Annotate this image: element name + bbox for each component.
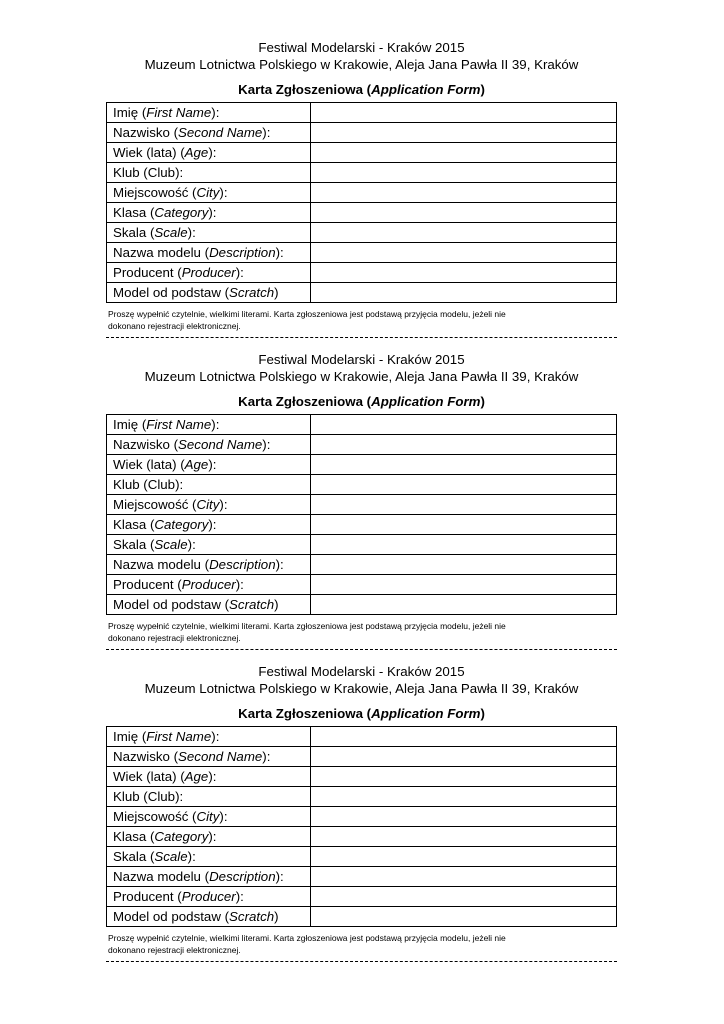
label-pl: Producent ( — [113, 265, 182, 280]
field-value-cell[interactable] — [311, 475, 617, 495]
field-label — [107, 263, 311, 283]
field-label — [107, 827, 311, 847]
label-pl: Nazwisko ( — [113, 125, 179, 140]
label-en: Second Name — [178, 749, 263, 764]
field-value-cell[interactable] — [311, 847, 617, 867]
form-row — [107, 243, 617, 263]
label-en: Producer — [181, 577, 236, 592]
label-en: Category — [154, 829, 209, 844]
field-label — [107, 575, 311, 595]
field-value-cell[interactable] — [311, 535, 617, 555]
field-value-cell[interactable] — [311, 907, 617, 927]
label-pl: Model od podstaw ( — [113, 597, 230, 612]
heading-close: ) — [480, 82, 485, 97]
label-en: City — [196, 497, 220, 512]
form-row — [107, 847, 617, 867]
label-close: ): — [187, 849, 196, 864]
field-value-cell[interactable] — [311, 827, 617, 847]
field-label — [107, 203, 311, 223]
label-pl: Miejscowość ( — [113, 497, 197, 512]
field-label — [107, 747, 311, 767]
label-en: Scale — [154, 849, 188, 864]
field-value-cell[interactable] — [311, 103, 617, 123]
field-label — [107, 555, 311, 575]
label-pl: Skala ( — [113, 849, 155, 864]
field-label — [107, 415, 311, 435]
label-pl: Miejscowość ( — [113, 809, 197, 824]
field-label — [107, 143, 311, 163]
field-label — [107, 455, 311, 475]
field-label — [107, 283, 311, 303]
field-value-cell[interactable] — [311, 807, 617, 827]
venue-address: Muzeum Lotnictwa Polskiego w Krakowie, Aleja Jana Pawła II 39, Kraków — [144, 368, 579, 384]
heading-en: Application Form — [371, 394, 481, 409]
field-value-cell[interactable] — [311, 263, 617, 283]
label-pl: Klub (Club): — [113, 789, 184, 804]
label-en: Description — [209, 869, 276, 884]
cut-line — [106, 961, 617, 962]
label-pl: Producent ( — [113, 889, 182, 904]
heading-close: ) — [480, 394, 485, 409]
heading-en: Application Form — [371, 82, 481, 97]
form-row — [107, 787, 617, 807]
label-pl: Nazwisko ( — [113, 749, 179, 764]
form-row — [107, 283, 617, 303]
field-label — [107, 787, 311, 807]
label-pl: Producent ( — [113, 577, 182, 592]
form-row — [107, 595, 617, 615]
field-value-cell[interactable] — [311, 223, 617, 243]
label-en: First Name — [146, 105, 212, 120]
field-value-cell[interactable] — [311, 183, 617, 203]
application-form-2 — [106, 352, 617, 644]
label-close: ) — [274, 909, 279, 924]
form-row — [107, 535, 617, 555]
form-row — [107, 495, 617, 515]
form-row — [107, 143, 617, 163]
label-pl: Nazwa modelu ( — [113, 245, 210, 260]
label-en: Scratch — [229, 285, 275, 300]
entry-table — [106, 726, 617, 927]
label-en: Age — [184, 145, 209, 160]
field-value-cell[interactable] — [311, 555, 617, 575]
label-pl: Imię ( — [113, 417, 147, 432]
application-form-1 — [106, 40, 617, 332]
label-en: Scratch — [229, 909, 275, 924]
field-value-cell[interactable] — [311, 203, 617, 223]
heading-pl: Karta Zgłoszeniowa ( — [238, 82, 372, 97]
field-label — [107, 163, 311, 183]
label-close: ): — [219, 185, 228, 200]
label-close: ): — [275, 869, 284, 884]
field-label — [107, 867, 311, 887]
instructions-note — [106, 309, 617, 332]
form-row — [107, 555, 617, 575]
label-close: ): — [208, 517, 217, 532]
note-line-1: Proszę wypełnić czytelnie, wielkimi literami. Karta zgłoszeniowa jest podstawą przyjęcia modelu, jeżeli nie — [108, 309, 506, 319]
label-en: Second Name — [178, 125, 263, 140]
field-value-cell[interactable] — [311, 867, 617, 887]
field-label — [107, 223, 311, 243]
label-close: ): — [219, 809, 228, 824]
label-close: ): — [187, 225, 196, 240]
label-pl: Nazwa modelu ( — [113, 869, 210, 884]
venue-address: Muzeum Lotnictwa Polskiego w Krakowie, Aleja Jana Pawła II 39, Kraków — [144, 680, 579, 696]
note-line-1: Proszę wypełnić czytelnie, wielkimi literami. Karta zgłoszeniowa jest podstawą przyjęcia modelu, jeżeli nie — [108, 933, 506, 943]
form-row — [107, 123, 617, 143]
label-close: ): — [208, 769, 217, 784]
form-row — [107, 767, 617, 787]
label-en: Category — [154, 205, 209, 220]
label-close: ): — [262, 125, 271, 140]
label-close: ): — [262, 437, 271, 452]
event-title: Festiwal Modelarski - Kraków 2015 — [258, 352, 465, 367]
form-row — [107, 475, 617, 495]
field-label — [107, 907, 311, 927]
heading-en: Application Form — [371, 706, 481, 721]
field-value-cell[interactable] — [311, 515, 617, 535]
label-close: ): — [275, 557, 284, 572]
note-line-2: dokonano rejestracji elektronicznej. — [108, 944, 241, 955]
label-pl: Skala ( — [113, 537, 155, 552]
label-en: City — [196, 809, 220, 824]
field-value-cell[interactable] — [311, 887, 617, 907]
field-label — [107, 767, 311, 787]
label-close: ): — [208, 145, 217, 160]
form-row — [107, 203, 617, 223]
instructions-note — [106, 621, 617, 644]
form-row — [107, 747, 617, 767]
form-row — [107, 103, 617, 123]
field-value-cell[interactable] — [311, 575, 617, 595]
label-pl: Miejscowość ( — [113, 185, 197, 200]
label-close: ): — [219, 497, 228, 512]
field-value-cell[interactable] — [311, 415, 617, 435]
cut-line — [106, 649, 617, 650]
label-en: Category — [154, 517, 209, 532]
field-label — [107, 475, 311, 495]
heading-pl: Karta Zgłoszeniowa ( — [238, 706, 372, 721]
field-value-cell[interactable] — [311, 435, 617, 455]
form-row — [107, 163, 617, 183]
form-row — [107, 415, 617, 435]
form-row — [107, 887, 617, 907]
form-row — [107, 827, 617, 847]
cut-line — [106, 337, 617, 338]
field-label — [107, 887, 311, 907]
label-close: ): — [235, 265, 244, 280]
field-value-cell[interactable] — [311, 143, 617, 163]
form-row — [107, 727, 617, 747]
field-value-cell[interactable] — [311, 767, 617, 787]
application-form-3 — [106, 664, 617, 956]
label-close: ): — [208, 829, 217, 844]
form-row — [107, 807, 617, 827]
label-pl: Nazwisko ( — [113, 437, 179, 452]
field-label — [107, 495, 311, 515]
instructions-note — [106, 933, 617, 956]
note-line-2: dokonano rejestracji elektronicznej. — [108, 632, 241, 643]
field-label — [107, 595, 311, 615]
label-close: ): — [262, 749, 271, 764]
field-value-cell[interactable] — [311, 787, 617, 807]
label-pl: Skala ( — [113, 225, 155, 240]
label-en: Scratch — [229, 597, 275, 612]
form-row — [107, 183, 617, 203]
venue-address: Muzeum Lotnictwa Polskiego w Krakowie, Aleja Jana Pawła II 39, Kraków — [144, 56, 579, 72]
label-pl: Wiek (lata) ( — [113, 457, 185, 472]
label-en: Producer — [181, 889, 236, 904]
label-close: ): — [235, 889, 244, 904]
label-close: ): — [211, 729, 220, 744]
field-value-cell[interactable] — [311, 163, 617, 183]
field-value-cell[interactable] — [311, 283, 617, 303]
label-pl: Imię ( — [113, 729, 147, 744]
form-row — [107, 435, 617, 455]
label-pl: Model od podstaw ( — [113, 285, 230, 300]
form-heading — [106, 82, 617, 98]
field-label — [107, 183, 311, 203]
field-label — [107, 123, 311, 143]
form-row — [107, 455, 617, 475]
note-line-1: Proszę wypełnić czytelnie, wielkimi literami. Karta zgłoszeniowa jest podstawą przyjęcia modelu, jeżeli nie — [108, 621, 506, 631]
label-pl: Klasa ( — [113, 205, 155, 220]
event-title: Festiwal Modelarski - Kraków 2015 — [258, 664, 465, 679]
label-pl: Imię ( — [113, 105, 147, 120]
heading-close: ) — [480, 706, 485, 721]
label-en: Second Name — [178, 437, 263, 452]
note-line-2: dokonano rejestracji elektronicznej. — [108, 320, 241, 331]
field-value-cell[interactable] — [311, 595, 617, 615]
field-label — [107, 807, 311, 827]
form-row — [107, 575, 617, 595]
form-row — [107, 867, 617, 887]
label-close: ): — [208, 205, 217, 220]
label-pl: Klub (Club): — [113, 165, 184, 180]
label-close: ) — [274, 285, 279, 300]
form-row — [107, 223, 617, 243]
label-en: Age — [184, 457, 209, 472]
label-pl: Klasa ( — [113, 517, 155, 532]
field-label — [107, 727, 311, 747]
label-close: ): — [275, 245, 284, 260]
field-label — [107, 847, 311, 867]
label-pl: Model od podstaw ( — [113, 909, 230, 924]
entry-table — [106, 414, 617, 615]
field-label — [107, 515, 311, 535]
form-row — [107, 907, 617, 927]
label-pl: Wiek (lata) ( — [113, 769, 185, 784]
label-en: Scale — [154, 225, 188, 240]
label-en: Description — [209, 557, 276, 572]
field-value-cell[interactable] — [311, 747, 617, 767]
label-en: First Name — [146, 417, 212, 432]
label-en: Scale — [154, 537, 188, 552]
heading-pl: Karta Zgłoszeniowa ( — [238, 394, 372, 409]
field-value-cell[interactable] — [311, 243, 617, 263]
field-value-cell[interactable] — [311, 727, 617, 747]
label-close: ): — [211, 417, 220, 432]
label-en: First Name — [146, 729, 212, 744]
label-close: ): — [187, 537, 196, 552]
label-en: Producer — [181, 265, 236, 280]
label-close: ) — [274, 597, 279, 612]
label-en: Age — [184, 769, 209, 784]
label-en: Description — [209, 245, 276, 260]
form-row — [107, 515, 617, 535]
event-title: Festiwal Modelarski - Kraków 2015 — [258, 40, 465, 55]
form-row — [107, 263, 617, 283]
field-value-cell[interactable] — [311, 455, 617, 475]
label-pl: Klasa ( — [113, 829, 155, 844]
label-en: City — [196, 185, 220, 200]
field-value-cell[interactable] — [311, 123, 617, 143]
field-label — [107, 243, 311, 263]
entry-table — [106, 102, 617, 303]
field-label — [107, 103, 311, 123]
label-pl: Wiek (lata) ( — [113, 145, 185, 160]
label-close: ): — [208, 457, 217, 472]
field-label — [107, 535, 311, 555]
label-pl: Klub (Club): — [113, 477, 184, 492]
label-close: ): — [211, 105, 220, 120]
field-label — [107, 435, 311, 455]
form-heading — [106, 706, 617, 722]
label-pl: Nazwa modelu ( — [113, 557, 210, 572]
label-close: ): — [235, 577, 244, 592]
form-heading — [106, 394, 617, 410]
field-value-cell[interactable] — [311, 495, 617, 515]
